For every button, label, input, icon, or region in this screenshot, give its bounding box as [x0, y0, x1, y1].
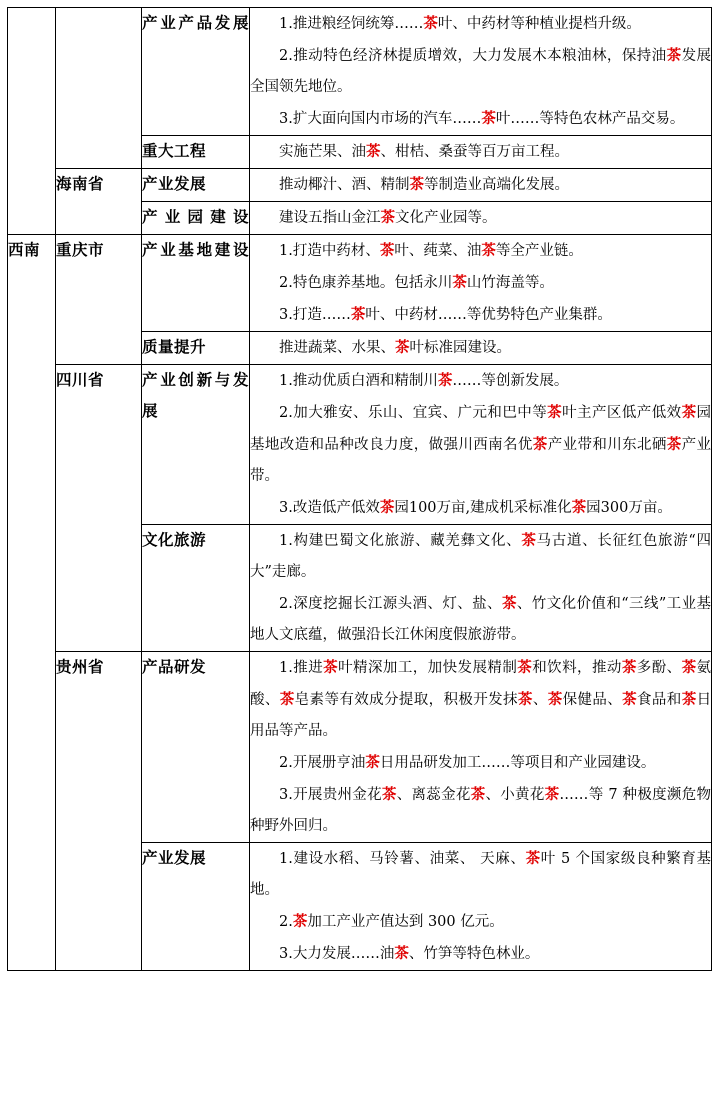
category-cell: 产业创新与发展	[142, 365, 250, 525]
table-row	[8, 365, 712, 525]
detail-text: 1.推动优质白酒和精制川	[279, 373, 438, 389]
province-cell: 重庆市	[56, 235, 142, 365]
detail-cell	[250, 843, 712, 971]
detail-item	[250, 103, 711, 135]
detail-item	[250, 365, 711, 397]
detail-text: 和饮料，推动	[532, 660, 622, 676]
category-cell: 质量提升	[142, 332, 250, 365]
detail-text: 叶 5 个国家级良种繁育基地。	[250, 851, 711, 898]
detail-text: 3.改造低产低效	[279, 500, 380, 516]
detail-text: 叶标准园建设。	[409, 340, 511, 356]
highlight-keyword: 茶	[279, 691, 295, 708]
highlight-keyword: 茶	[517, 691, 533, 708]
detail-text: 2.推动特色经济林提质增效，大力发展木本粮油林，保持油	[279, 48, 667, 64]
highlight-keyword: 茶	[547, 404, 563, 421]
highlight-keyword: 茶	[437, 372, 453, 389]
detail-text: 保健品、	[562, 692, 623, 708]
detail-text: 1.推进	[279, 660, 324, 676]
detail-text: 园100万亩,建成机采标准化	[394, 500, 572, 516]
highlight-keyword: 茶	[452, 274, 467, 291]
detail-item	[250, 267, 711, 299]
highlight-keyword: 茶	[544, 786, 560, 803]
highlight-keyword: 茶	[521, 532, 537, 549]
detail-text: 实施芒果、油	[279, 144, 366, 160]
detail-text: 叶主产区低产低效	[562, 405, 682, 421]
detail-text: 、小黄花	[485, 787, 545, 803]
detail-text: 1.建设水稻、马铃薯、油菜、 天麻、	[279, 851, 526, 867]
category-cell: 重大工程	[142, 136, 250, 169]
detail-cell	[250, 365, 712, 525]
detail-cell	[250, 8, 712, 136]
detail-text: 氨酸、	[250, 660, 712, 708]
detail-text: 2.加大雅安、乐山、宜宾、广元和巴中等	[279, 405, 548, 421]
detail-cell	[250, 332, 712, 365]
detail-text: 园基地改造和品种改良力度，做强川西南名优	[250, 405, 712, 453]
detail-text: 发展全国领先地位。	[250, 48, 711, 95]
detail-text: ……等创新发展。	[452, 373, 569, 389]
highlight-keyword: 茶	[379, 242, 395, 259]
detail-text: 叶精深加工，加快发展精制	[338, 660, 518, 676]
highlight-keyword: 茶	[525, 850, 541, 867]
category-cell: 文化旅游	[142, 525, 250, 652]
highlight-keyword: 茶	[681, 404, 697, 421]
highlight-keyword: 茶	[481, 242, 496, 259]
highlight-keyword: 茶	[681, 691, 697, 708]
detail-text: 、柑桔、桑蚕等百万亩工程。	[380, 144, 569, 160]
region-cell: 西南	[8, 235, 56, 971]
detail-text: 3.大力发展……油	[279, 946, 395, 962]
detail-text: 推动椰汁、酒、精制	[279, 177, 410, 193]
region-cell	[8, 8, 56, 235]
detail-text: 建设五指山金江	[279, 210, 381, 226]
detail-cell	[250, 136, 712, 169]
detail-text: 日用品等产品。	[250, 692, 712, 739]
detail-cell	[250, 525, 712, 652]
detail-text: 2.特色康养基地。包括永川	[279, 275, 453, 291]
detail-text: 3.开展贵州金花	[279, 787, 382, 803]
highlight-keyword: 茶	[681, 659, 697, 676]
category-cell: 产品研发	[142, 652, 250, 843]
highlight-keyword: 茶	[379, 499, 395, 516]
policy-table	[7, 7, 712, 971]
detail-text: 2.	[279, 914, 293, 930]
table-row	[8, 235, 712, 332]
highlight-keyword: 茶	[571, 499, 587, 516]
detail-text: 1.打造中药材、	[279, 243, 380, 259]
detail-text: 山竹海盖等。	[466, 275, 554, 291]
highlight-keyword: 茶	[409, 176, 424, 193]
detail-cell	[250, 202, 712, 235]
category-cell: 产业发展	[142, 169, 250, 202]
highlight-keyword: 茶	[380, 209, 395, 226]
detail-item	[250, 169, 711, 201]
detail-text: 、竹文化价值和“三线”工业基地人文底蕴，做强沿长江休闲度假旅游带。	[250, 596, 712, 643]
detail-item	[250, 747, 711, 779]
detail-item	[250, 8, 711, 40]
province-cell: 贵州省	[56, 652, 142, 971]
detail-item	[250, 938, 711, 970]
detail-text: 皂素等有效成分提取，积极开发抹	[294, 692, 518, 708]
detail-item	[250, 906, 711, 938]
detail-item	[250, 588, 711, 651]
highlight-keyword: 茶	[501, 595, 517, 612]
highlight-keyword: 茶	[292, 913, 308, 930]
highlight-keyword: 茶	[547, 691, 563, 708]
detail-item	[250, 525, 711, 588]
highlight-keyword: 茶	[350, 306, 366, 323]
detail-text: 等全产业链。	[495, 243, 583, 259]
detail-item	[250, 40, 711, 103]
detail-cell	[250, 169, 712, 202]
detail-item	[250, 843, 711, 906]
detail-item	[250, 652, 711, 747]
highlight-keyword: 茶	[366, 143, 381, 160]
detail-item	[250, 136, 711, 168]
highlight-keyword: 茶	[622, 691, 638, 708]
detail-item	[250, 202, 711, 234]
detail-item	[250, 492, 711, 524]
highlight-keyword: 茶	[365, 754, 380, 771]
highlight-keyword: 茶	[323, 659, 339, 676]
detail-text: 3.打造……	[279, 307, 351, 323]
detail-text: 产业带。	[250, 437, 712, 484]
detail-text: 、竹笋等特色林业。	[408, 946, 540, 962]
highlight-keyword: 茶	[517, 659, 533, 676]
highlight-keyword: 茶	[532, 436, 548, 453]
detail-text: 马古道、长征红色旅游“四大”走廊。	[250, 533, 711, 580]
detail-text: 日用品研发加工……等项目和产业园建设。	[379, 755, 656, 771]
detail-text: 1.推进粮经饲统筹……	[279, 16, 424, 32]
detail-text: 、	[532, 692, 548, 708]
detail-item	[250, 397, 711, 492]
detail-text: 叶、中药材……等优势特色产业集群。	[365, 307, 612, 323]
category-cell: 产业基地建设	[142, 235, 250, 332]
detail-item	[250, 235, 711, 267]
detail-text: 产业带和川东北硒	[547, 437, 667, 453]
detail-text: 推进蔬菜、水果、	[279, 340, 395, 356]
highlight-keyword: 茶	[394, 945, 409, 962]
detail-text: 叶、中药材等种植业提档升级。	[437, 16, 641, 32]
detail-item	[250, 332, 711, 364]
detail-text: 2.开展册亨油	[279, 755, 366, 771]
table-row	[8, 8, 712, 136]
detail-text: 2.深度挖掘长江源头酒、灯、盐、	[279, 596, 502, 612]
detail-cell	[250, 235, 712, 332]
detail-text: 3.扩大面向国内市场的汽车……	[279, 111, 482, 127]
detail-text: 多酚、	[636, 660, 682, 676]
detail-item	[250, 779, 711, 842]
detail-item	[250, 299, 711, 331]
detail-text: 1.构建巴蜀文化旅游、藏羌彝文化、	[279, 533, 522, 549]
category-cell: 产业园建设	[142, 202, 250, 235]
highlight-keyword: 茶	[423, 15, 438, 32]
detail-text: 等制造业高端化发展。	[424, 177, 569, 193]
detail-text: 文化产业园等。	[395, 210, 497, 226]
province-cell: 海南省	[56, 169, 142, 235]
highlight-keyword: 茶	[666, 47, 682, 64]
highlight-keyword: 茶	[470, 786, 486, 803]
detail-text: 加工产业产值达到 300 亿元。	[307, 914, 504, 930]
category-cell: 产业发展	[142, 843, 250, 971]
detail-text: 食品和	[637, 692, 682, 708]
highlight-keyword: 茶	[481, 110, 496, 127]
detail-text: 园300万亩。	[586, 500, 672, 516]
detail-text: 、离蕊金花	[396, 787, 471, 803]
province-cell: 四川省	[56, 365, 142, 652]
detail-text: 叶……等特色农林产品交易。	[495, 111, 685, 127]
highlight-keyword: 茶	[666, 436, 682, 453]
highlight-keyword: 茶	[381, 786, 397, 803]
detail-cell	[250, 652, 712, 843]
detail-text: 叶、莼菜、油	[394, 243, 482, 259]
highlight-keyword: 茶	[621, 659, 637, 676]
table-row	[8, 169, 712, 202]
detail-text: ……等 7 种极度濒危物种野外回归。	[250, 787, 712, 834]
table-row	[8, 652, 712, 843]
highlight-keyword: 茶	[395, 339, 410, 356]
province-cell	[56, 8, 142, 169]
category-cell: 产业产品发展	[142, 8, 250, 136]
